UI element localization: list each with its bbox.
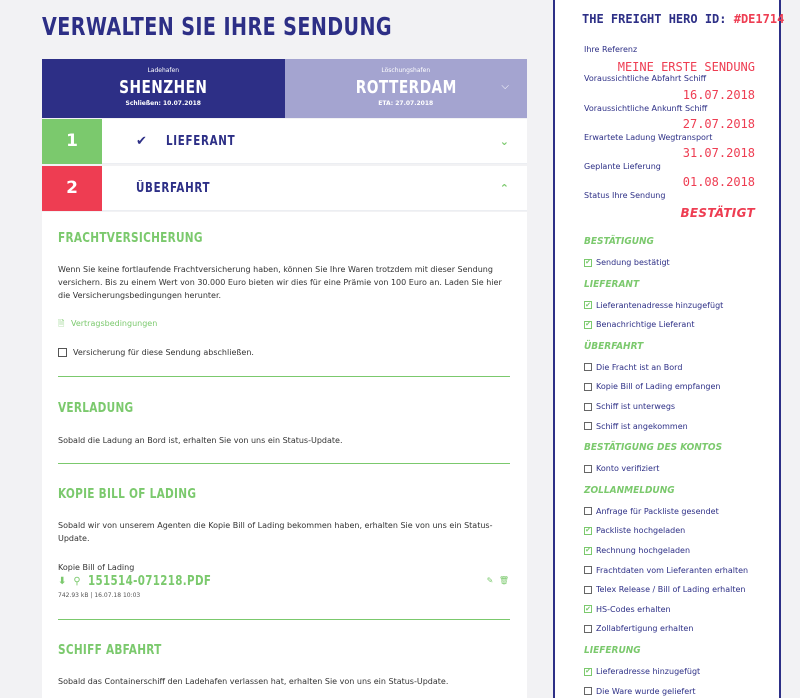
departure-text: Sobald das Containerschiff den Ladehafen verlassen hat, erhalten Sie von uns ein Status-Update. [58, 677, 449, 686]
checklist-item[interactable] [584, 624, 693, 633]
checkbox-icon[interactable] [584, 403, 592, 411]
freight-hero-id-label: THE FREIGHT HERO ID: [582, 12, 727, 26]
port-unloading-label: Löschungshafen [381, 67, 431, 74]
port-loading-date: Schließen: 10.07.2018 [125, 100, 201, 107]
checklist-item[interactable] [584, 258, 670, 267]
checklist-item-label: Die Fracht ist an Bord [596, 362, 683, 372]
reference-value: MEINE ERSTE SENDUNG [617, 60, 755, 74]
checklist-item[interactable] [584, 667, 700, 676]
bol-file-meta: 742.93 kB | 16.07.18 10:03 [58, 592, 141, 599]
port-loading-name: SHENZHEN [119, 77, 208, 98]
checklist-item[interactable] [584, 566, 748, 575]
checklist-item[interactable] [584, 464, 659, 473]
section-title-departure: SCHIFF ABFAHRT [58, 643, 162, 658]
checkbox-icon[interactable] [584, 566, 592, 574]
checkbox-checked-icon[interactable]: ✔ [585, 604, 591, 613]
checkbox-checked-icon[interactable]: ✔ [585, 300, 591, 309]
checklist-item[interactable] [584, 546, 690, 555]
freight-hero-id-value: #DE1714 [733, 12, 785, 26]
section-title-loading: VERLADUNG [58, 401, 134, 416]
transport-label: Erwartete Ladung Wegtransport [584, 133, 713, 142]
checklist-item[interactable] [584, 382, 720, 391]
checklist-item[interactable] [584, 363, 682, 372]
insurance-checkbox-label: Versicherung für diese Sendung abschließen. [73, 348, 254, 357]
port-unloading[interactable] [285, 59, 528, 118]
bol-file-name[interactable]: 151514-071218.PDF [87, 574, 211, 589]
insurance-text: Wenn Sie keine fortlaufende Frachtversicherung haben, können Sie Ihre Waren trotzdem mit dieser Sendung versichern. Bis zu einem Wert von 30.000 Euro bieten wir dies für eine Prämie von 100 Euro an. Laden Sie hier die Versicherungsbedingungen herunter. [58, 265, 502, 300]
departure-label: Voraussichtliche Abfahrt Schiff [584, 74, 707, 83]
checklist-item[interactable] [584, 422, 688, 431]
checkbox-icon[interactable] [584, 465, 592, 473]
checklist-item[interactable] [584, 585, 745, 594]
checkbox-checked-icon[interactable]: ✔ [585, 526, 591, 535]
section-divider [58, 376, 510, 377]
status-label: Status Ihre Sendung [584, 191, 666, 200]
port-loading-label: Ladehafen [147, 67, 180, 74]
checklist-item[interactable] [584, 402, 675, 411]
freight-hero-id [582, 12, 784, 26]
checkbox-icon[interactable] [584, 586, 592, 594]
checklist-category: BESTÄTIGUNG DES KONTOS [584, 442, 723, 454]
bol-text: Sobald wir von unserem Agenten die Kopie Bill of Lading bekommen haben, erhalten Sie von uns ein Status-Update. [58, 521, 493, 543]
step-supplier[interactable] [42, 119, 527, 164]
checklist-item-label: Packliste hochgeladen [596, 526, 686, 536]
checklist-item[interactable] [584, 687, 696, 696]
port-unloading-date: ETA: 27.07.2018 [378, 100, 434, 107]
ports-banner [42, 59, 527, 118]
terms-link-label: Vertragsbedingungen [70, 319, 158, 328]
checklist-item-label: Benachrichtige Lieferant [596, 320, 695, 330]
checklist-category: ZOLLANMELDUNG [584, 484, 675, 496]
page-title: VERWALTEN SIE IHRE SENDUNG [42, 12, 393, 41]
checkbox-checked-icon[interactable]: ✔ [585, 320, 591, 329]
checkbox-checked-icon[interactable]: ✔ [585, 546, 591, 554]
arrival-label: Voraussichtliche Ankunft Schiff [584, 104, 708, 113]
checkbox-icon[interactable] [584, 507, 592, 515]
trash-icon[interactable]: 🗑 [498, 576, 509, 585]
chevron-up-icon[interactable]: ⌃ [499, 181, 509, 195]
status-badge: BESTÄTIGT [680, 206, 755, 220]
checklist-item[interactable] [584, 605, 671, 614]
transport-value: 31.07.2018 [682, 146, 755, 160]
section-title-insurance: FRACHTVERSICHERUNG [58, 231, 203, 246]
terms-link[interactable] [58, 318, 157, 332]
checklist-category: LIEFERUNG [584, 645, 641, 656]
checklist-item-label: Anfrage für Packliste gesendet [596, 506, 719, 516]
chevron-down-icon[interactable]: ⌵ [501, 81, 509, 92]
checkbox-icon[interactable] [584, 363, 592, 371]
checklist-item[interactable] [584, 320, 694, 329]
checklist-item-label: Sendung bestätigt [596, 258, 670, 267]
bol-file-row [58, 574, 228, 589]
bol-file-label: Kopie Bill of Lading [58, 563, 135, 572]
check-icon: ✔ [136, 133, 147, 149]
checklist-item-label: Rechnung hochgeladen [596, 546, 691, 555]
section-divider [58, 619, 510, 620]
arrival-value: 27.07.2018 [682, 117, 755, 131]
checkbox-icon[interactable] [584, 422, 592, 430]
checklist-item-label: Kopie Bill of Lading empfangen [596, 382, 721, 392]
transit-content [42, 212, 527, 698]
checklist-category: LIEFERANT [584, 278, 640, 290]
reference-label: Ihre Referenz [584, 45, 638, 54]
port-unloading-name: ROTTERDAM [355, 77, 457, 98]
checklist-item[interactable] [584, 507, 719, 516]
checklist-item-label: Telex Release / Bill of Lading erhalten [596, 585, 746, 595]
delivery-value: 01.08.2018 [682, 175, 755, 189]
checklist-item-label: Frachtdaten vom Lieferanten erhalten [596, 565, 749, 575]
checklist-category: ÜBERFAHRT [584, 340, 644, 352]
checklist-item-label: Zollabfertigung erhalten [596, 624, 694, 634]
checkbox-checked-icon[interactable]: ✔ [585, 667, 591, 675]
edit-icon[interactable]: ✎ [486, 576, 494, 585]
checklist-item-label: Schiff ist angekommen [596, 421, 688, 431]
checklist-category: BESTÄTIGUNG [584, 236, 654, 247]
departure-value: 16.07.2018 [682, 88, 755, 102]
document-icon: 🗎 [58, 319, 65, 328]
insurance-checkbox[interactable] [58, 348, 67, 357]
delivery-label: Geplante Lieferung [584, 162, 661, 171]
checklist-item-label: Lieferantenadresse hinzugefügt [596, 300, 724, 310]
chevron-down-icon[interactable]: ⌄ [499, 134, 509, 148]
checkbox-icon[interactable] [584, 625, 592, 633]
loading-text: Sobald die Ladung an Bord ist, erhalten Sie von uns ein Status-Update. [58, 436, 343, 445]
section-title-bol: KOPIE BILL OF LADING [58, 487, 197, 502]
checkbox-checked-icon[interactable]: ✔ [585, 258, 591, 266]
step-number: 2 [42, 166, 102, 211]
step-number: 1 [42, 119, 102, 164]
step-label: ÜBERFAHRT [136, 180, 211, 196]
step-label: LIEFERANT [166, 133, 236, 149]
section-divider [58, 463, 510, 464]
checklist-item-label: Konto verifiziert [596, 464, 660, 474]
shipment-sidebar [553, 0, 785, 698]
checklist-item-label: Die Ware wurde geliefert [596, 686, 696, 696]
checkbox-icon[interactable] [584, 687, 592, 695]
file-actions [487, 576, 509, 585]
checklist-item-label: HS-Codes erhalten [596, 604, 671, 614]
checklist-item-label: Schiff ist unterwegs [596, 402, 676, 411]
checklist-item[interactable] [584, 301, 723, 310]
search-icon[interactable]: ⚲ [73, 576, 81, 587]
port-loading [42, 59, 285, 118]
insurance-checkbox-row[interactable] [58, 348, 254, 357]
step-transit[interactable] [42, 166, 527, 211]
download-icon[interactable]: ⬇ [58, 576, 67, 587]
checkbox-icon[interactable] [584, 383, 592, 391]
checklist-item[interactable] [584, 526, 685, 535]
shipment-main-panel [42, 0, 527, 698]
checklist-item-label: Lieferadresse hinzugefügt [596, 667, 701, 676]
